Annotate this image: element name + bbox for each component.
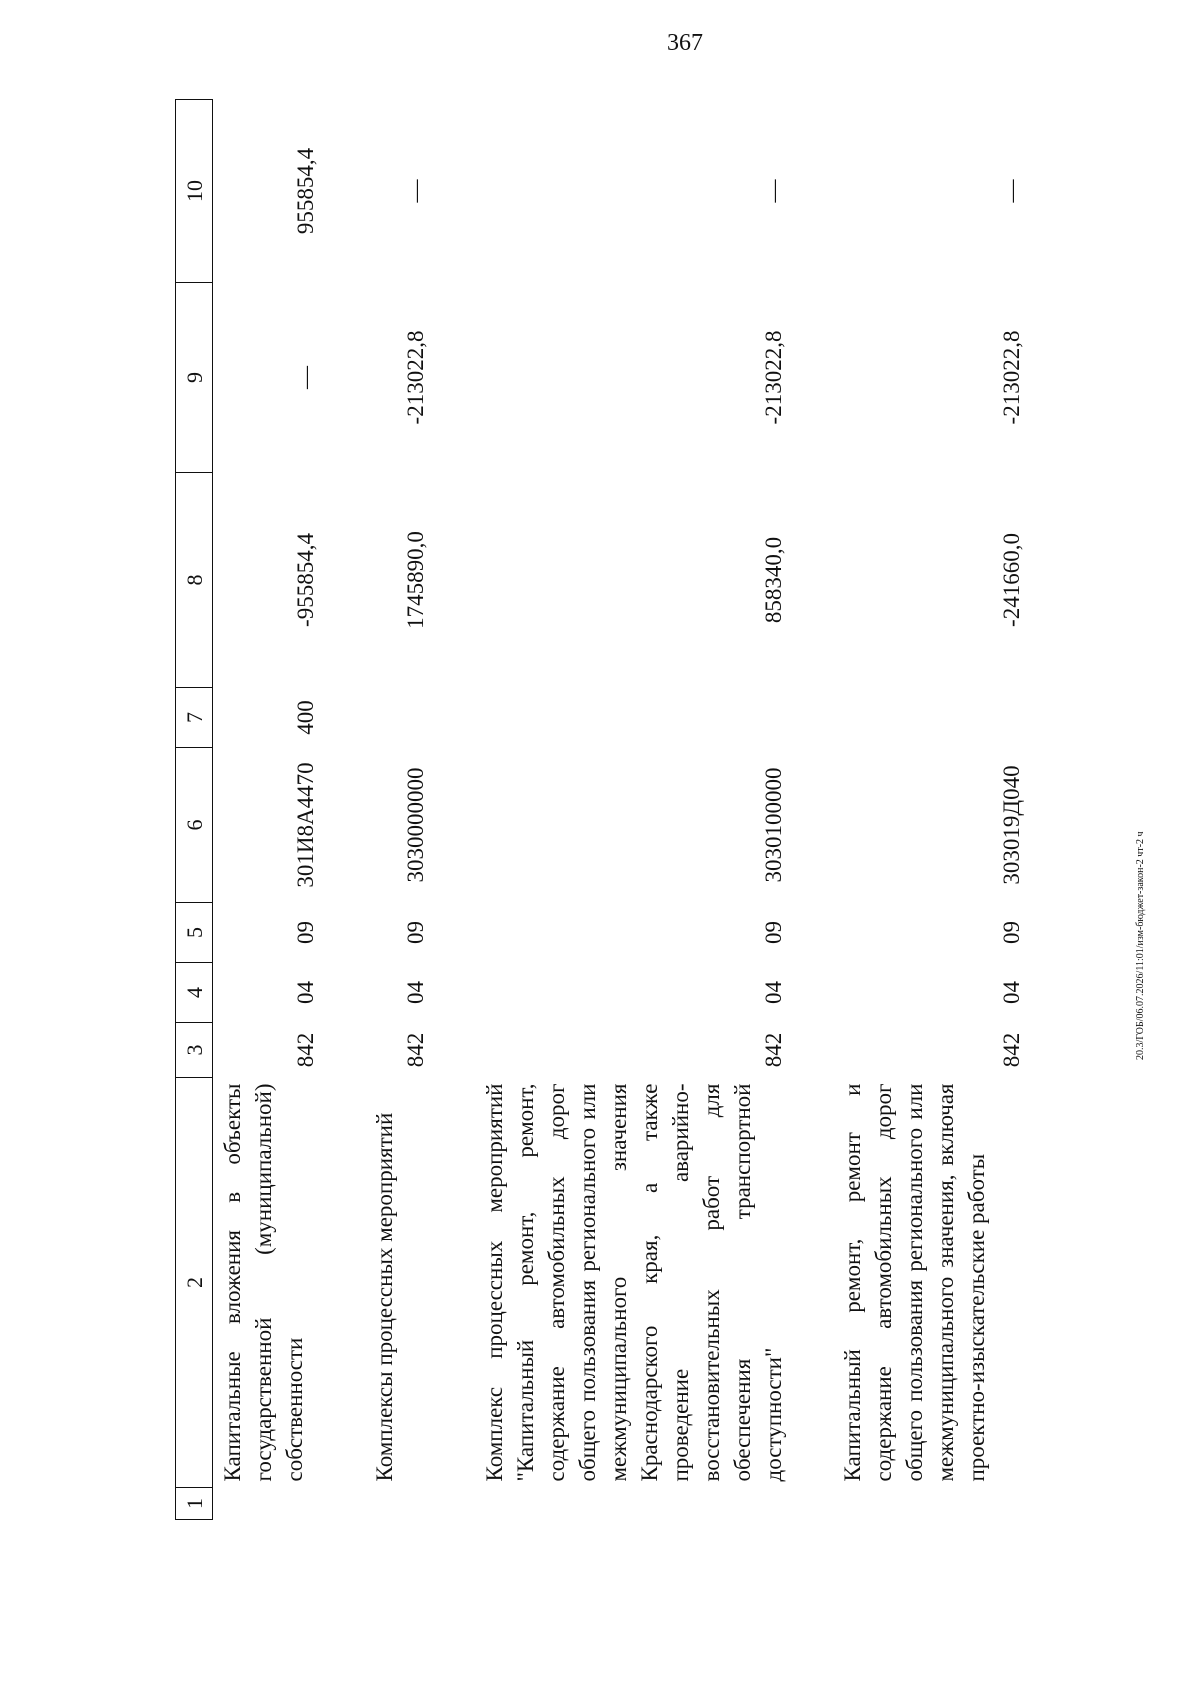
header-col-8: 8 [176,473,213,688]
header-col-9: 9 [176,283,213,473]
table-header-row [176,100,213,1520]
cell-c3: 842 [402,1032,428,1068]
cell-c9: — [292,366,318,389]
cell-c6: 301И8А4470 [292,762,318,888]
cell-c7 [365,688,431,748]
cell-c10: 955854,4 [292,147,318,235]
cell-c5: 09 [760,921,786,944]
cell-c8: -955854,4 [292,533,318,627]
header-col-6: 6 [176,748,213,903]
header-col-5: 5 [176,903,213,963]
cell-c9: -213022,8 [998,330,1024,425]
header-col-2: 2 [176,1078,213,1488]
header-col-4: 4 [176,963,213,1023]
cell-c8: -241660,0 [998,533,1024,627]
cell-c10: — [998,179,1024,203]
cell-c3: 842 [292,1032,318,1068]
cell-c7 [475,688,789,748]
row-name: Комплексы процессных мероприятий [371,1112,397,1482]
row-name: Капитальный ремонт, ремонт и содержание автомобильных дорог общего пользования регионального или межмуниципального значения, включая проектно-изыскательские работы [839,1083,989,1482]
cell-c4: 04 [998,981,1024,1004]
cell-c4: 04 [402,981,428,1004]
page-number: 367 [667,30,703,56]
table-row [213,100,321,1520]
cell-c6: 303019Д040 [998,765,1024,885]
cell-c5: 09 [998,921,1024,944]
cell-c5: 09 [292,921,318,944]
row-name: Комплекс процессных мероприятий "Капитальный ремонт, ремонт, содержание автомобильных дорог общего пользования регионального или межмуниципального значения Краснодарского края, а также проведение аварийно-восстановительных работ для обеспечения транспортной доступности" [481,1083,786,1482]
header-col-1: 1 [176,1488,213,1520]
cell-c10: — [760,179,786,203]
cell-c7: 400 [292,700,318,735]
cell-c10: — [402,179,428,203]
row-name: Капитальные вложения в объекты государственной (муниципальной) собственности [220,1083,307,1482]
header-col-7: 7 [176,688,213,748]
cell-c6: 3030100000 [760,767,786,883]
cell-c9: -213022,8 [760,330,786,425]
document-footer-code: 20.3/ГОБ/06.07.2026/11:01/изм-бюджет-закон-2 чт-2 ч [1135,831,1146,1060]
cell-c7 [833,688,1027,748]
table-row [475,100,789,1520]
table-row [365,100,431,1520]
header-col-10: 10 [176,100,213,283]
cell-c4: 04 [760,981,786,1004]
budget-table-rotated [175,100,1024,1520]
cell-c8: 1745890,0 [402,531,428,629]
cell-c3: 842 [760,1032,786,1068]
table-row [833,100,1027,1520]
cell-c5: 09 [402,921,428,944]
cell-c3: 842 [998,1032,1024,1068]
budget-table [175,99,1027,1520]
cell-c6: 3030000000 [402,767,428,883]
header-col-3: 3 [176,1023,213,1078]
cell-c4: 04 [292,981,318,1004]
cell-c9: -213022,8 [402,330,428,425]
cell-c8: 858340,0 [760,536,786,624]
